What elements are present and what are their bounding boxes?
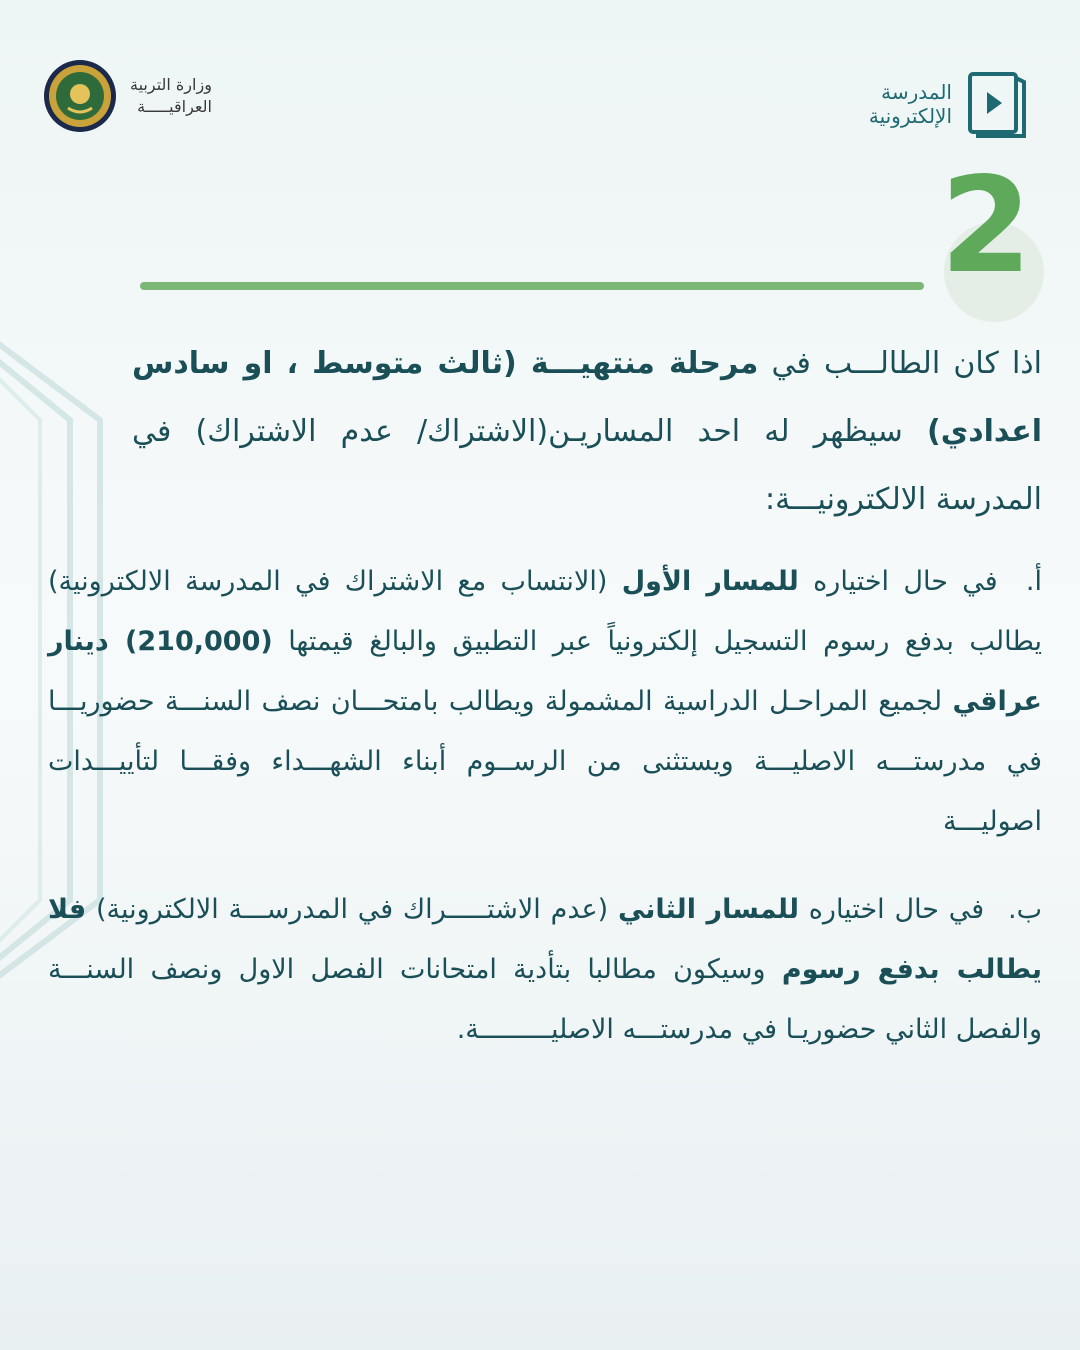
school-name-line2: الإلكترونية bbox=[868, 104, 952, 128]
item-a-text-2: (الانتساب مع الاشتراك في المدرسة الالكترونية) يطالب بدفع رسوم التسجيل إلكترونياً عبر التطبيق والبالغ قيمتها bbox=[48, 566, 1042, 657]
item-a-marker: أ. bbox=[1025, 566, 1043, 597]
item-a-bold-1: للمسار الأول bbox=[621, 566, 799, 597]
divider-line bbox=[140, 282, 924, 290]
emblem-icon bbox=[42, 58, 118, 134]
item-a bbox=[48, 552, 1042, 852]
item-b-bold-2: فلا يطالب بدفع رسوم bbox=[48, 894, 1042, 985]
ministry-name-line2: العراقيـــــة bbox=[137, 97, 212, 116]
ministry-brand bbox=[42, 58, 212, 134]
school-name bbox=[869, 80, 952, 128]
step-number: 2 bbox=[940, 149, 1032, 303]
item-b-text-1: في حال اختياره bbox=[798, 894, 994, 925]
ministry-name bbox=[130, 74, 212, 118]
item-b-bold-1: للمسار الثاني bbox=[617, 894, 799, 925]
item-a-text-1: في حال اختياره bbox=[798, 566, 1012, 597]
book-play-icon bbox=[964, 68, 1030, 140]
item-a-bold-2: (210,000) دينار عراقي bbox=[48, 626, 1042, 717]
item-b-marker: ب. bbox=[1008, 894, 1043, 925]
intro-bold-1: مرحلة منتهيـــة (ثالث متوسط ، او سادس اعدادي) bbox=[132, 346, 1042, 449]
item-b bbox=[48, 880, 1042, 1060]
intro-paragraph bbox=[132, 330, 1042, 534]
item-b-text-3: وسيكون مطالبا بتأدية امتحانات الفصل الاول ونصف السنـــة والفصل الثاني حضوريـا في مدرستـــه الاصليـــــــــة. bbox=[48, 954, 1042, 1045]
item-a-text-3: لجميع المراحـل الدراسية المشمولة ويطالب بامتحـــان نصف السنـــة حضوريـــا في مدرستـــه الاصليـــة ويستثنى من الرســوم أبناء الشهـــداء وفقـــا لتأييـــدات اصوليـــة bbox=[48, 686, 1042, 837]
main-content bbox=[48, 330, 1042, 1060]
intro-text-2: سيظهر له احد المساريـن(الاشتراك/ عدم الاشتراك) في المدرسة الالكترونيـــة: bbox=[132, 414, 1042, 517]
item-b-text-2: (عدم الاشتـــــراك في المدرســـة الالكترونية) bbox=[86, 894, 618, 925]
ministry-name-line1: وزارة التربية bbox=[130, 75, 212, 94]
intro-text-1: اذا كان الطالـــب في bbox=[758, 346, 1042, 381]
school-name-line1: المدرسة bbox=[881, 80, 952, 104]
school-brand bbox=[869, 68, 1030, 140]
